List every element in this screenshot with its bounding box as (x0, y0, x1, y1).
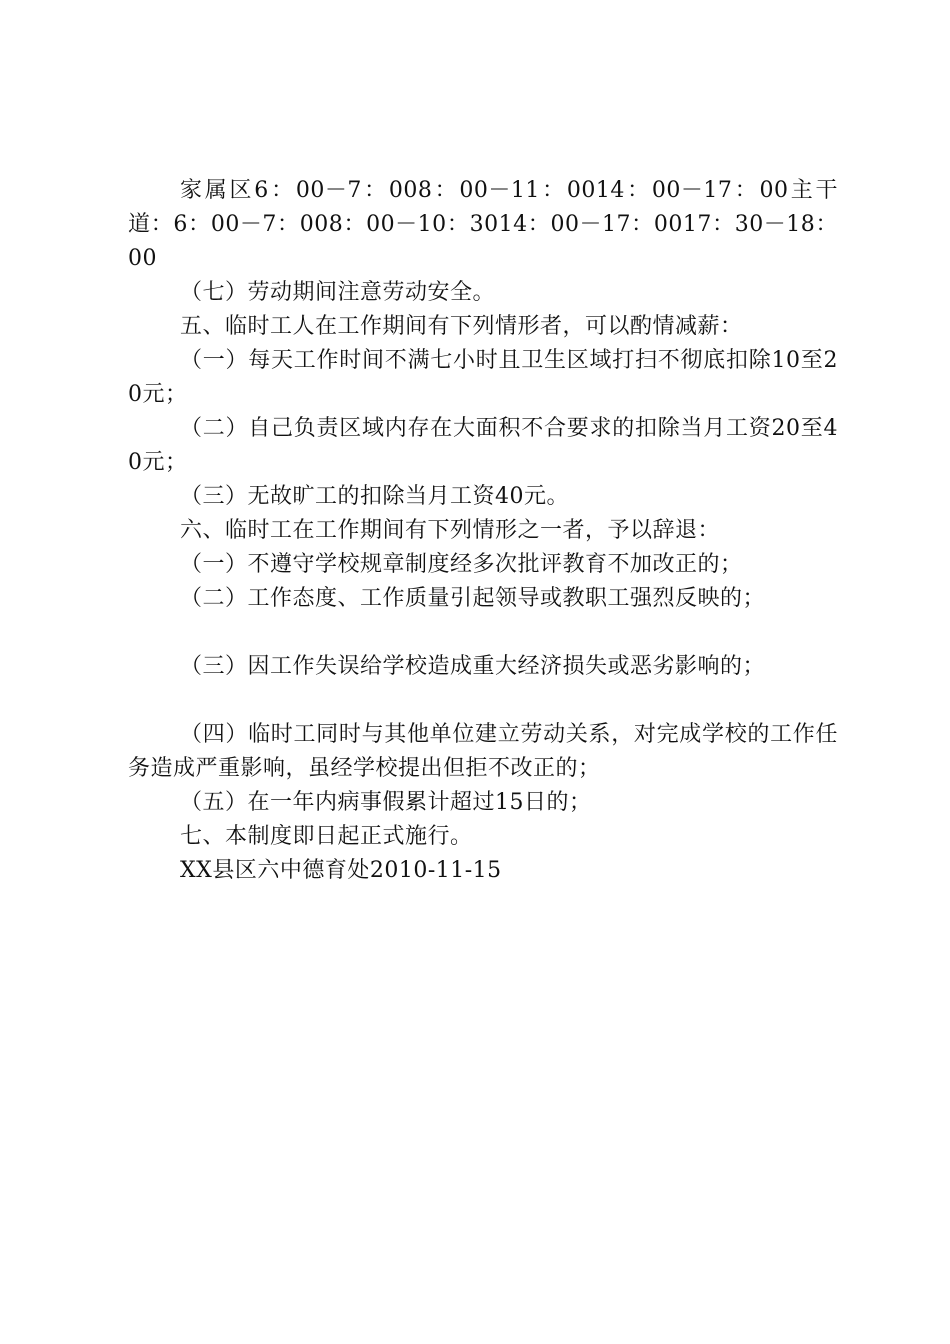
paragraph-section-6-item-2: （二）工作态度、工作质量引起领导或教职工强烈反映的； (180, 586, 766, 611)
paragraph-schedule: 家属区6：00－7：008：00－11：0014：00－17：00主干道：6：00－7：008：00－10：3014：00－17：0017：30－18：00 (128, 178, 839, 271)
paragraph-item-7-safety: （七）劳动期间注意劳动安全。 (180, 280, 496, 305)
document-body (128, 174, 838, 888)
paragraph-signature-date: XX县区六中德育处2010-11-15 (180, 858, 502, 883)
paragraph-section-7: 七、本制度即日起正式施行。 (180, 824, 473, 849)
paragraph-section-6-item-4: （四）临时工同时与其他单位建立劳动关系，对完成学校的工作任务造成严重影响，虽经学校提出但拒不改正的； (128, 722, 838, 781)
paragraph-section-6-item-5: （五）在一年内病事假累计超过15日的； (180, 790, 592, 815)
paragraph-section-6-heading: 六、临时工在工作期间有下列情形之一者，予以辞退： (180, 518, 721, 543)
paragraph-section-6-item-1: （一）不遵守学校规章制度经多次批评教育不加改正的； (180, 552, 743, 577)
paragraph-section-5-item-1: （一）每天工作时间不满七小时且卫生区域打扫不彻底扣除10至20元； (128, 348, 838, 407)
paragraph-section-6-item-3: （三）因工作失误给学校造成重大经济损失或恶劣影响的； (180, 654, 766, 679)
paragraph-section-5-item-3: （三）无故旷工的扣除当月工资40元。 (180, 484, 569, 509)
paragraph-section-5-item-2: （二）自己负责区域内存在大面积不合要求的扣除当月工资20至40元； (128, 416, 838, 475)
paragraph-section-5-heading: 五、临时工人在工作期间有下列情形者，可以酌情减薪： (180, 314, 743, 339)
